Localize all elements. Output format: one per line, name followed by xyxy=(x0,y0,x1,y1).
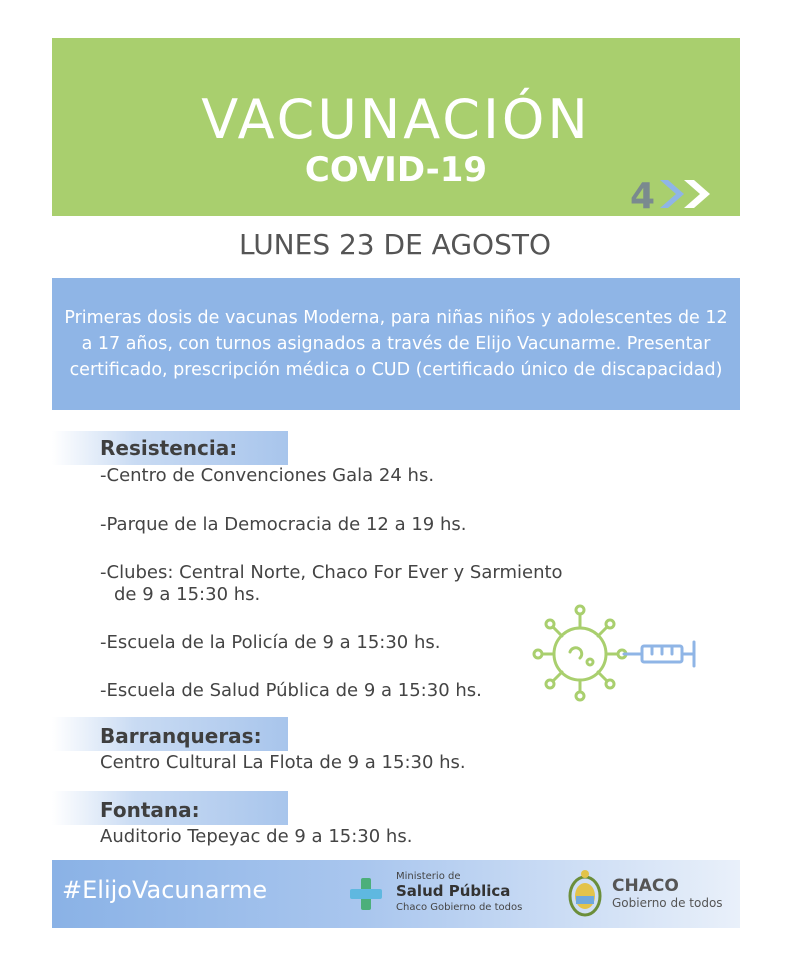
list-item: -Escuela de Salud Pública de 9 a 15:30 hs. xyxy=(100,680,482,701)
ministry-subtitle: Chaco Gobierno de todos xyxy=(396,902,523,913)
badge-number: 4 xyxy=(630,176,656,214)
ministry-label: Ministerio de xyxy=(396,871,461,882)
page-title: VACUNACIÓN xyxy=(201,88,591,151)
chaco-subtitle: Gobierno de todos xyxy=(612,896,723,910)
footer-bar xyxy=(52,860,740,928)
section-title-fontana: Fontana: xyxy=(100,798,200,822)
list-item: Centro Cultural La Flota de 9 a 15:30 hs. xyxy=(100,752,466,773)
info-box: Primeras dosis de vacunas Moderna, para niñas niños y adolescentes de 12 a 17 años, con turnos asignados a través de Elijo Vacunarme. Presentar certificado, prescripción médica o CUD (certificado único de discapacidad) xyxy=(52,278,740,410)
virus-syringe-icon xyxy=(532,602,707,702)
list-item: Auditorio Tepeyac de 9 a 15:30 hs. xyxy=(100,826,413,847)
chaco-seal-icon xyxy=(566,868,604,918)
chaco-name: CHACO xyxy=(612,876,679,896)
chevron-right-icon xyxy=(684,180,710,208)
ministry-name: Salud Pública xyxy=(396,882,511,900)
list-item: -Clubes: Central Norte, Chaco For Ever y Sarmiento xyxy=(100,562,563,583)
hashtag: #ElijoVacunarme xyxy=(62,876,268,904)
four-chevrons-logo xyxy=(630,174,730,214)
chevron-right-icon xyxy=(660,180,684,208)
header-banner xyxy=(52,38,740,216)
section-title-resistencia: Resistencia: xyxy=(100,436,238,460)
date-heading: LUNES 23 DE AGOSTO xyxy=(238,228,551,261)
list-item: -Parque de la Democracia de 12 a 19 hs. xyxy=(100,514,467,535)
list-item: -Centro de Convenciones Gala 24 hs. xyxy=(100,465,435,486)
list-item: de 9 a 15:30 hs. xyxy=(114,584,261,605)
page-subtitle: COVID-19 xyxy=(304,150,488,190)
health-cross-icon xyxy=(348,876,384,912)
list-item: -Escuela de la Policía de 9 a 15:30 hs. xyxy=(100,632,441,653)
section-title-barranqueras: Barranqueras: xyxy=(100,724,262,748)
